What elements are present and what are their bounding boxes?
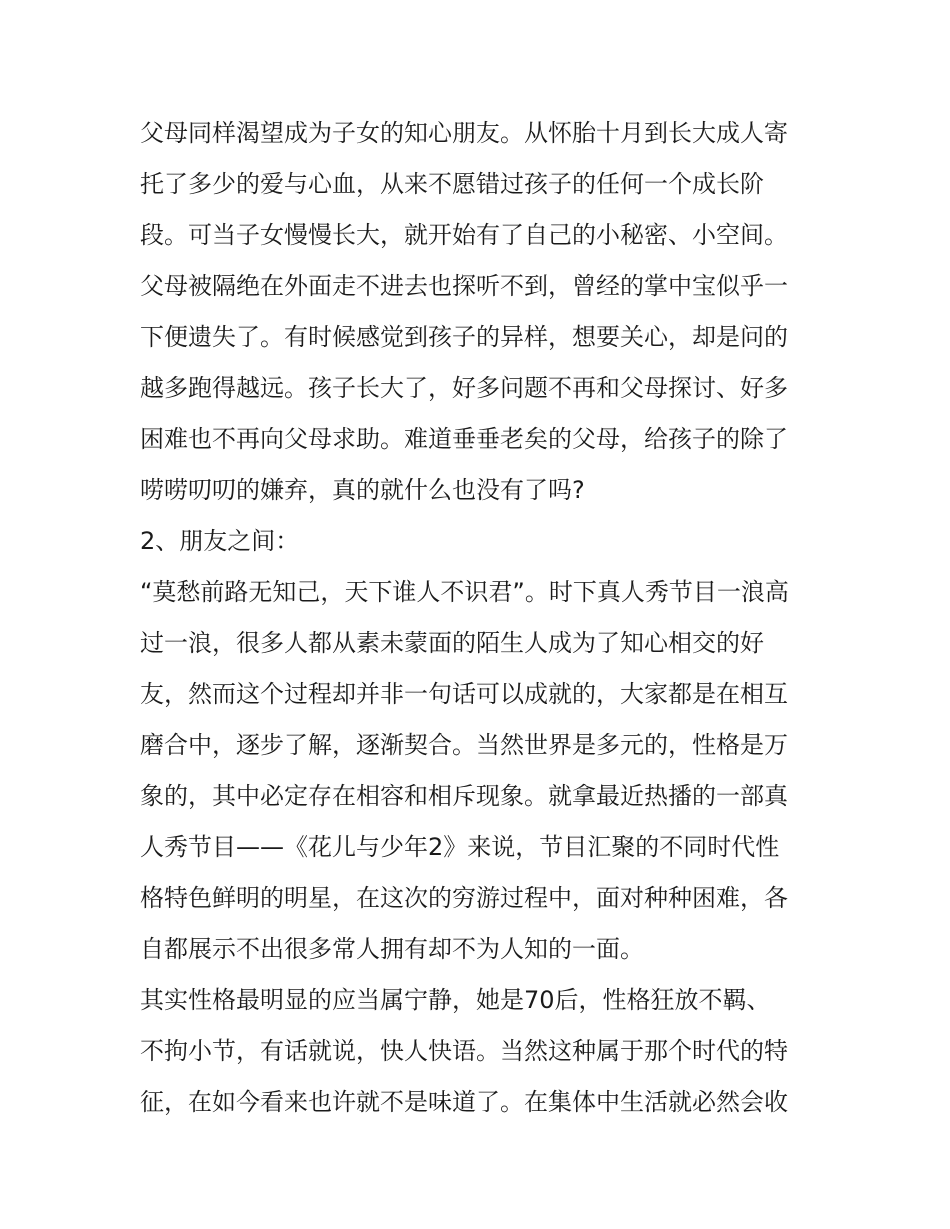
text-line: 格特色鲜明的明星，在这次的穷游过程中，面对种种困难，各 xyxy=(140,884,788,912)
text-line: 过一浪，很多人都从素未蒙面的陌生人成为了知心相交的好 xyxy=(140,629,764,657)
text-line: 不拘小节，有话就说，快人快语。当然这种属于那个时代的特 xyxy=(140,1037,788,1065)
text-line: 自都展示不出很多常人拥有却不为人知的一面。 xyxy=(140,935,644,963)
text-line: 父母被隔绝在外面走不进去也探听不到，曾经的掌中宝似乎一 xyxy=(140,272,788,300)
text-line: 唠唠叨叨的嫌弃，真的就什么也没有了吗? xyxy=(140,476,585,504)
text-line: 困难也不再向父母求助。难道垂垂老矣的父母，给孩子的除了 xyxy=(140,425,788,453)
text-line: 段。可当子女慢慢长大，就开始有了自己的小秘密、小空间。 xyxy=(140,221,788,249)
body-text xyxy=(140,108,820,1128)
text-line: “莫愁前路无知己，天下谁人不识君”。时下真人秀节目一浪高 xyxy=(140,578,789,606)
text-line: 磨合中，逐步了解，逐渐契合。当然世界是多元的，性格是万 xyxy=(140,731,788,759)
text-line: 托了多少的爱与心血，从来不愿错过孩子的任何一个成长阶 xyxy=(140,170,764,198)
text-line: 征，在如今看来也许就不是味道了。在集体中生活就必然会收 xyxy=(140,1088,788,1116)
text-line: 人秀节目——《花儿与少年2》来说，节目汇聚的不同时代性 xyxy=(140,833,780,861)
text-line: 其实性格最明显的应当属宁静，她是70后，性格狂放不羁、 xyxy=(140,986,771,1014)
section-heading: 2、朋友之间： xyxy=(140,527,300,555)
text-line: 父母同样渴望成为子女的知心朋友。从怀胎十月到长大成人寄 xyxy=(140,119,788,147)
text-line: 下便遗失了。有时候感觉到孩子的异样，想要关心，却是问的 xyxy=(140,323,788,351)
text-line: 友，然而这个过程却并非一句话可以成就的，大家都是在相互 xyxy=(140,680,788,708)
text-line: 越多跑得越远。孩子长大了，好多问题不再和父母探讨、好多 xyxy=(140,374,788,402)
text-line: 象的，其中必定存在相容和相斥现象。就拿最近热播的一部真 xyxy=(140,782,788,810)
